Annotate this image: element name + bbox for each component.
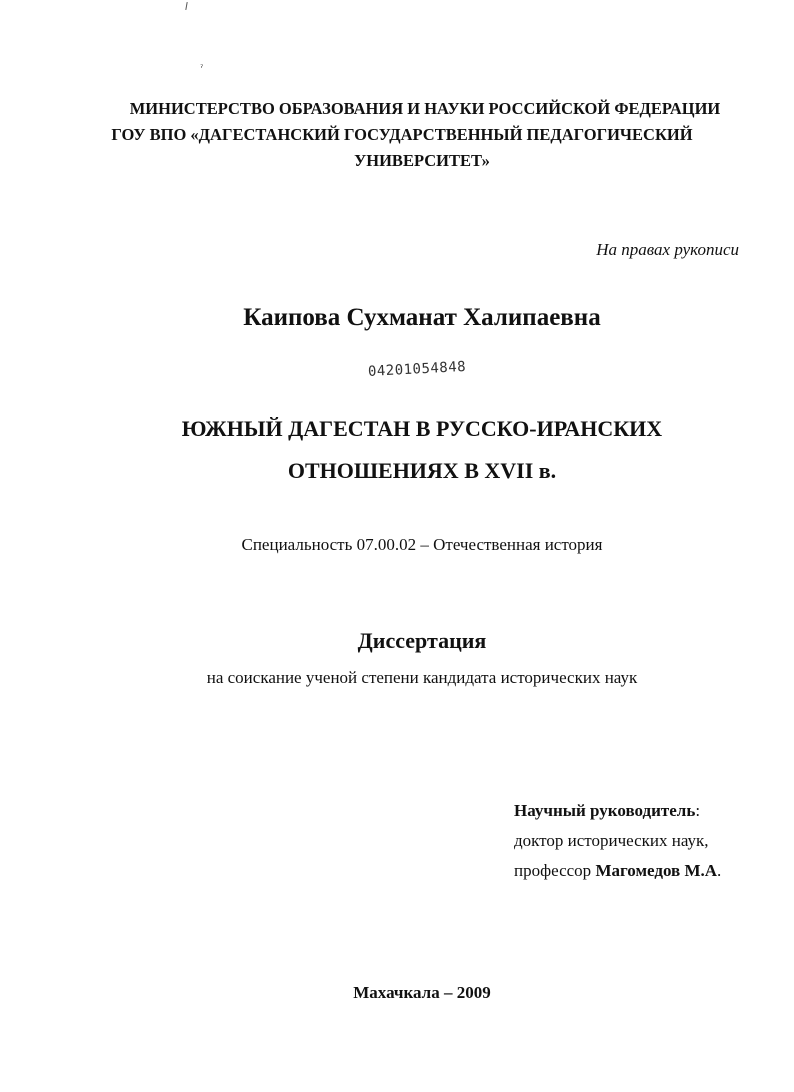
- scan-artifact-mark: ˀ: [200, 64, 204, 74]
- manuscript-note: На правах рукописи: [596, 240, 739, 259]
- dissertation-title: [0, 408, 794, 492]
- advisor-name-period: .: [717, 861, 722, 880]
- advisor-name: Магомедов М.А: [595, 861, 718, 880]
- city-year: Махачкала – 2009: [353, 983, 491, 1002]
- advisor-title: профессор: [514, 861, 592, 880]
- ministry-line: МИНИСТЕРСТВО ОБРАЗОВАНИЯ И НАУКИ РОССИЙСКОЙ ФЕДЕРАЦИИ: [129, 99, 721, 118]
- advisor-label: Научный руководитель: [514, 801, 696, 820]
- author-name: Каипова Сухманат Халипаевна: [243, 304, 601, 331]
- title-line-1: ЮЖНЫЙ ДАГЕСТАН В РУССКО-ИРАНСКИХ: [181, 416, 663, 441]
- advisor-degree: доктор исторических наук,: [514, 831, 709, 850]
- title-line-2: ОТНОШЕНИЯХ В XVII в.: [287, 458, 557, 483]
- catalog-code: 04201054848: [367, 358, 467, 380]
- advisor-label-colon: :: [695, 801, 701, 820]
- advisor-label-row: [514, 796, 721, 826]
- document-type: Диссертация: [357, 628, 487, 653]
- scan-artifact-line: [185, 2, 187, 10]
- degree-line: на соискание ученой степени кандидата исторических наук: [206, 668, 638, 687]
- institution-header: [0, 96, 794, 174]
- university-line-1: ГОУ ВПО «ДАГЕСТАНСКИЙ ГОСУДАРСТВЕННЫЙ ПЕДАГОГИЧЕСКИЙ: [111, 125, 693, 144]
- university-line-2: УНИВЕРСИТЕТ»: [354, 151, 490, 170]
- advisor-name-row: [514, 856, 721, 886]
- advisor-block: [514, 796, 721, 886]
- specialty-line: Специальность 07.00.02 – Отечественная история: [241, 535, 603, 554]
